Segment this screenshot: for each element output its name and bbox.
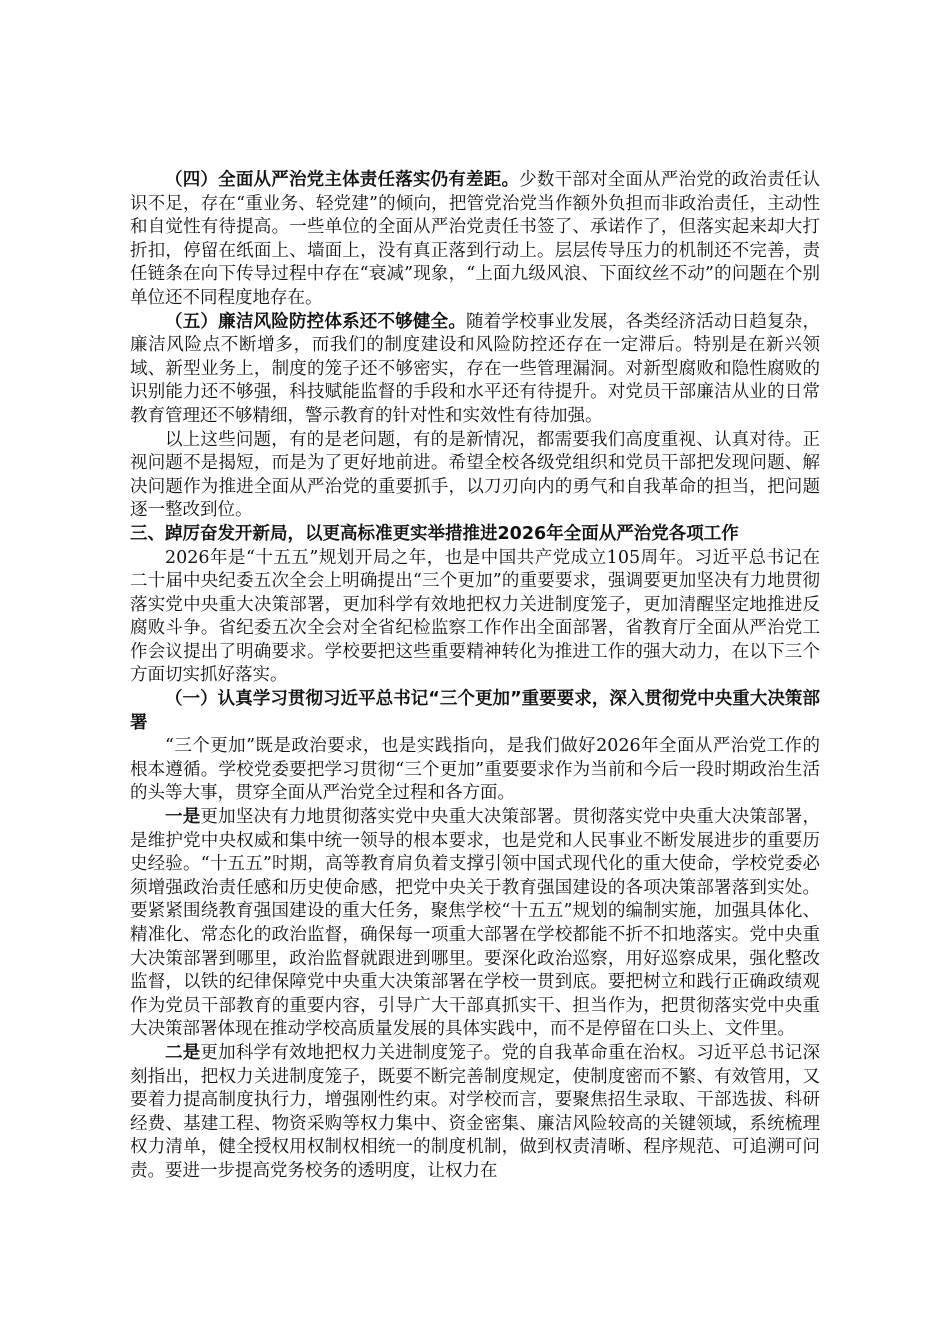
paragraph-second bbox=[130, 1042, 820, 1184]
paragraph-text: “三个更加”既是政治要求，也是实践指向，是我们做好2026年全面从严治党工作的根本遵循。学校党委要把学习贯彻“三个更加”重要要求作为当前和今后一段时期政治生活的头等大事，贯穿全面从严治党全过程和各方面。 bbox=[130, 736, 820, 804]
paragraph-text: 2026年是“十五五”规划开局之年，也是中国共产党成立105周年。习近平总书记在二十届中央纪委五次全会上明确提出“三个更加”的重要要求，强调要更加坚决有力地贯彻落实党中央重大决策部署，更加科学有效地把权力关进制度笼子，更加清醒坚定地推进反腐败斗争。省纪委五次全会对全省纪检监察工作作出全面部署，省教育厅全面从严治党工作会议提出了明确要求。学校要把这些重要精神转化为推进工作的强大动力，在以下三个方面切实抓好落实。 bbox=[130, 547, 820, 686]
paragraph-three-more bbox=[130, 735, 820, 806]
paragraph-text: 以上这些问题，有的是老问题，有的是新情况，都需要我们高度重视、认真对待。正视问题不是揭短，而是为了更好地前进。希望全校各级党组织和党员干部把发现问题、解决问题作为推进全面从严治党的重要抓手，以刀刃向内的勇气和自我革命的担当，把问题逐一整改到位。 bbox=[130, 429, 820, 521]
section-heading-3: 三、踔厉奋发开新局，以更高标准更实举措推进2026年全面从严治党各项工作 bbox=[130, 523, 739, 544]
paragraph-4 bbox=[130, 169, 820, 311]
sub-heading-1: （一）认真学习贯彻习近平总书记“三个更加”重要要求，深入贯彻党中央重大决策部署 bbox=[130, 689, 820, 733]
paragraph-text: 少数干部对全面从严治党的政治责任认识不足，存在“重业务、轻党建”的倾向，把管党治党当作额外负担而非政治责任，主动性和自觉性有待提高。一些单位的全面从严治党责任书签了、承诺作了，但落实起来却大打折扣，停留在纸面上、墙面上，没有真正落到行动上。层层传导压力的机制还不完善，责任链条在向下传导过程中存在“衰减”现象，“上面九级风浪、下面纹丝不动”的问题在个别单位还不同程度地存在。 bbox=[130, 170, 821, 308]
paragraph-lead: （五）廉洁风险防控体系还不够健全。 bbox=[165, 311, 467, 332]
paragraph-lead: 二是 bbox=[165, 1042, 201, 1063]
paragraph-text: 更加科学有效地把权力关进制度笼子。党的自我革命重在治权。习近平总书记深刻指出，把权力关进制度笼子，既要不断完善制度规定，使制度密而不繁、有效管用，又要着力提高制度执行力，增强刚性约束。对学校而言，要聚焦招生录取、干部选拔、科研经费、基建工程、物资采购等权力集中、资金密集、廉洁风险较高的关键领域，系统梳理权力清单，健全授权用权制权相统一的制度机制，做到权责清晰、程序规范、可追溯可问责。要进一步提高党务校务的透明度，让权力在 bbox=[130, 1042, 821, 1181]
paragraph-lead: 一是 bbox=[165, 807, 201, 828]
document-page bbox=[130, 169, 820, 1184]
paragraph-summary bbox=[130, 429, 820, 523]
paragraph-text: 更加坚决有力地贯彻落实党中央重大决策部署。贯彻落实党中央重大决策部署，是维护党中央权威和集中统一领导的根本要求，也是党和人民事业不断发展进步的重要历史经验。“十五五”时期，高等教育肩负着支撑引领中国式现代化的重大使命，学校党委必须增强政治责任感和历史使命感，把党中央关于教育强国建设的各项决策部署落到实处。要紧紧围绕教育强国建设的重大任务，聚焦学校“十五五”规划的编制实施，加强具体化、精准化、常态化的政治监督，确保每一项重大部署在学校都能不折不扣地落实。党中央重大决策部署到哪里，政治监督就跟进到哪里。要深化政治巡察，用好巡察成果，强化整改监督，以铁的纪律保障党中央重大决策部署在学校一贯到底。要把树立和践行正确政绩观作为党员干部教育的重要内容，引导广大干部真抓实干、担当作为，把贯彻落实党中央重大决策部署体现在推动学校高质量发展的具体实践中，而不是停留在口头上、文件里。 bbox=[130, 807, 821, 1040]
paragraph-first bbox=[130, 806, 820, 1042]
paragraph-2026 bbox=[130, 547, 820, 689]
paragraph-text: 随着学校事业发展，各类经济活动日趋复杂，廉洁风险点不断增多，而我们的制度建设和风险防控还存在一定滞后。特别是在新兴领域、新型业务上，制度的笼子还不够密实，存在一些管理漏洞。对新型腐败和隐性腐败的识别能力还不够强，科技赋能监督的手段和水平还有待提升。对党员干部廉洁从业的日常教育管理还不够精细，警示教育的针对性和实效性有待加强。 bbox=[130, 311, 821, 426]
paragraph-5 bbox=[130, 311, 820, 429]
paragraph-lead: （四）全面从严治党主体责任落实仍有差距。 bbox=[165, 170, 520, 190]
